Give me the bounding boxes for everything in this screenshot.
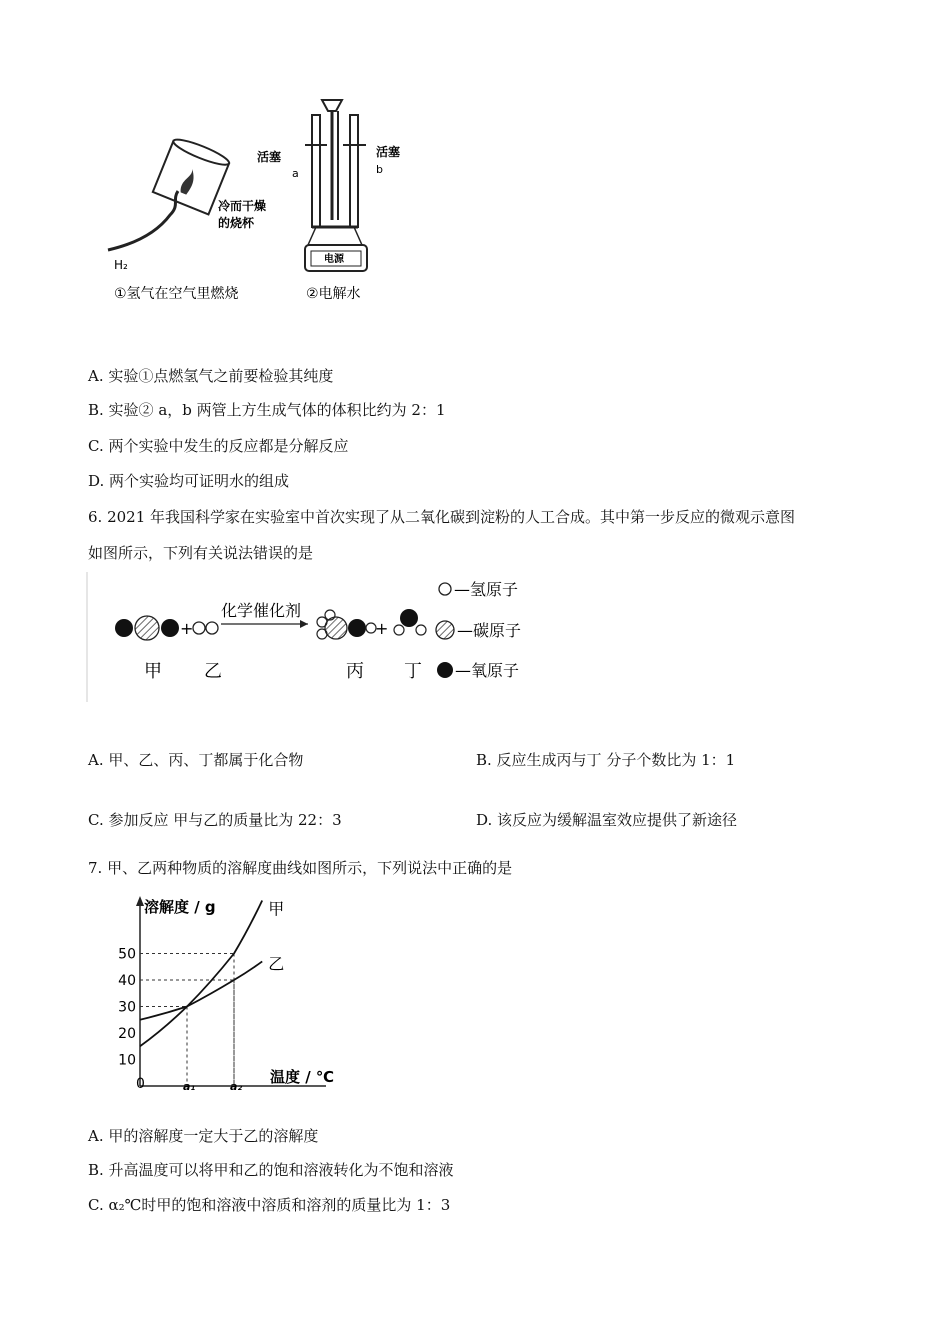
experiment-figure <box>100 95 430 320</box>
q7-option-c: C. α₂℃时甲的饱和溶液中溶质和溶剂的质量比为 1：3 <box>88 1196 451 1214</box>
cold-beaker-label-1: 冷而干燥 <box>218 199 267 213</box>
catalyst-label: 化学催化剂 <box>221 601 302 620</box>
label-bing: 丙 <box>346 661 364 682</box>
tube-b-label: b <box>376 163 383 176</box>
y-axis-arrow <box>136 896 144 906</box>
y-tick-label-40: 40 <box>118 973 136 989</box>
cold-beaker-label-2: 的烧杯 <box>218 216 255 230</box>
q5-option-a: A. 实验①点燃氢气之前要检验其纯度 <box>88 367 334 385</box>
caption-hydrogen-burning: ①氢气在空气里燃烧 <box>114 286 239 302</box>
q5-option-d: D. 两个实验均可证明水的组成 <box>88 472 290 490</box>
series-label-yi: 乙 <box>268 954 285 974</box>
legend-carbon <box>436 621 521 640</box>
legend-hydrogen-label: —氢原子 <box>454 580 519 599</box>
molecule-jia <box>115 616 179 640</box>
molecule-bing <box>317 610 376 639</box>
x-axis-label: 温度 / ℃ <box>270 1068 335 1086</box>
q7-option-a: A. 甲的溶解度一定大于乙的溶解度 <box>88 1127 319 1145</box>
q7-option-b: B. 升高温度可以将甲和乙的饱和溶液转化为不饱和溶液 <box>88 1161 454 1179</box>
molecule-ding <box>394 609 426 635</box>
q6-option-b: B. 反应生成丙与丁 分子个数比为 1：1 <box>476 751 736 769</box>
y-axis-label: 溶解度 / g <box>144 898 216 916</box>
power-label: 电源 <box>324 254 344 265</box>
h2-delivery-tube <box>108 191 178 250</box>
q6-option-a: A. 甲、乙、丙、丁都属于化合物 <box>88 751 304 769</box>
y-tick-label-50: 50 <box>118 946 136 963</box>
y-tick-label-10: 10 <box>118 1052 136 1069</box>
origin-label: 0 <box>136 1076 145 1092</box>
plus-1: + <box>180 619 194 638</box>
solubility-chart <box>100 888 360 1098</box>
q6-option-c: C. 参加反应 甲与乙的质量比为 22：3 <box>88 811 342 829</box>
h2-label: H₂ <box>114 258 128 272</box>
x-tick-label-0: a₁ <box>183 1080 196 1093</box>
q5-option-c: C. 两个实验中发生的反应都是分解反应 <box>88 437 349 455</box>
legend-hydrogen <box>439 580 518 599</box>
valve-left-label: 活塞 <box>257 150 282 164</box>
legend-carbon-label: —碳原子 <box>457 621 522 640</box>
legend-oxygen <box>437 661 519 680</box>
caption-electrolysis: ②电解水 <box>306 286 361 302</box>
q6-stem-line1: 6. 2021 年我国科学家在实验室中首次实现了从二氧化碳到淀粉的人工合成。其中第一步反应的微观示意图 <box>88 508 796 526</box>
reaction-diagram <box>86 572 546 702</box>
label-yi: 乙 <box>204 661 222 682</box>
q7-stem: 7. 甲、乙两种物质的溶解度曲线如图所示，下列说法中正确的是 <box>88 859 513 877</box>
legend-oxygen-label: —氧原子 <box>455 661 520 680</box>
q6-option-d: D. 该反应为缓解温室效应提供了新途径 <box>476 811 738 829</box>
x-tick-label-1: a₂ <box>230 1080 243 1093</box>
q5-option-b: B. 实验② a，b 两管上方生成气体的体积比约为 2：1 <box>88 401 446 419</box>
molecule-yi <box>193 622 218 634</box>
label-ding: 丁 <box>404 661 422 682</box>
y-tick-label-20: 20 <box>118 1026 136 1042</box>
series-label-jia: 甲 <box>268 899 285 919</box>
y-tick-label-30: 30 <box>118 999 136 1016</box>
plus-2: + <box>375 619 389 638</box>
valve-right-label: 活塞 <box>376 145 401 159</box>
label-jia: 甲 <box>144 661 162 682</box>
q6-stem-line2: 如图所示，下列有关说法错误的是 <box>88 544 314 562</box>
electrolysis-apparatus-icon <box>305 100 367 271</box>
tube-a-label: a <box>292 167 299 180</box>
